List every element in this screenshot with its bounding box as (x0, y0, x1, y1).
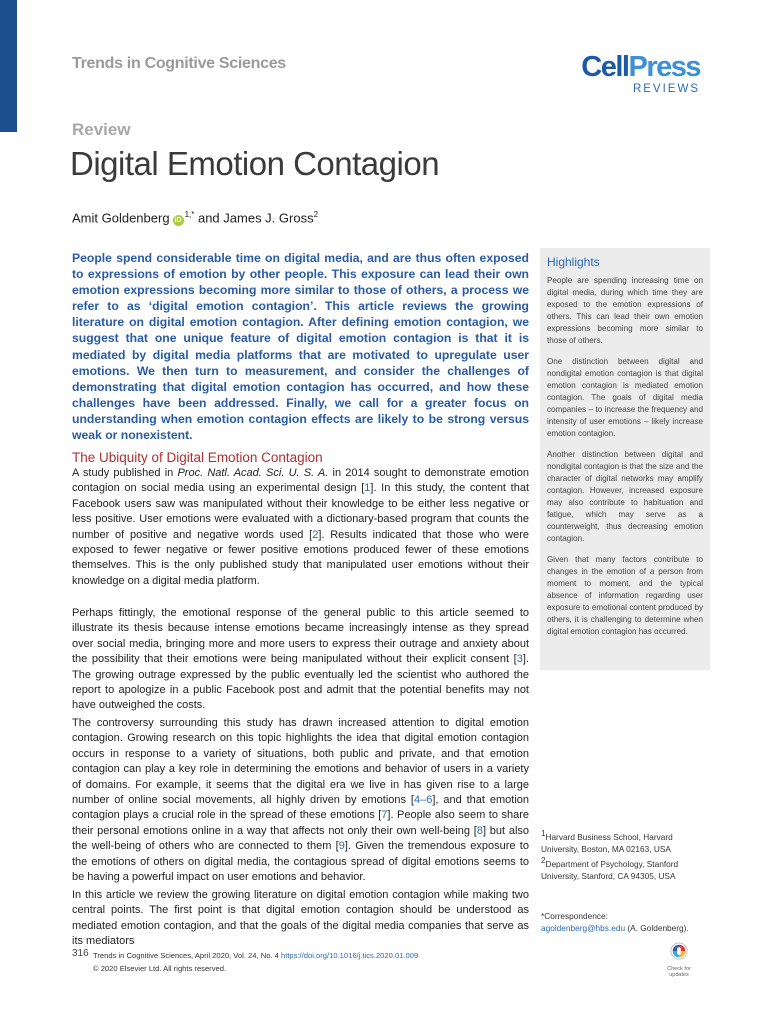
author-affiliation-mark: 2 (313, 210, 319, 219)
body-paragraph: A study published in Proc. Natl. Acad. Sci. U. S. A. in 2014 sought to demonstrate emotion contagion on social media using an experimental design [1]. In this study, the content that Facebook users saw was manipulated without their knowledge to be either less negative or less positive. User emotions were evaluated with a dictionary-based program that counts the number of positive and negative words used [2]. Results indicated that those who were exposed to fewer negative or fewer positive emotions produced fewer of these emotions themselves. This is the only published study that manipulated user emotions without their knowledge on a digital media platform. (72, 467, 529, 587)
badge-label: Check for updates (667, 966, 691, 978)
author-connector: and (194, 210, 224, 226)
logo-press-text: Press (628, 51, 700, 83)
citation-line: Trends in Cognitive Sciences, April 2020, Vol. 24, No. 4 https://doi.org/10.1016/j.tics.2020.01.009 (93, 951, 419, 960)
correspondence: *Correspondence: agoldenberg@hbs.edu (A. Goldenberg). (541, 910, 711, 934)
reference-link[interactable]: 1 (364, 482, 371, 495)
highlights-title: Highlights (547, 255, 600, 269)
highlights-box (540, 248, 710, 670)
author-name: Amit Goldenberg (72, 210, 170, 226)
author-affiliation-mark: 1,* (184, 210, 195, 219)
logo-wordmark (570, 52, 700, 82)
body-paragraph: In this article we review the growing literature on digital emotion contagion while making two central points. The first point is that digital emotion contagion should be understood as mediated emotion contagion, and that the goals of the digital media companies that serve as its mediators (72, 889, 529, 948)
highlight-item: One distinction between digital and nondigital emotion contagion is that digital emotion contagion is mediated emotion contagion. The goals of digital media companies – to increase the frequency and intensity of user emotions – likely increase emotion contagion. (547, 357, 703, 438)
page-number: 316 (72, 948, 89, 959)
check-for-updates-badge[interactable] (664, 942, 694, 980)
reference-link[interactable]: 9 (338, 840, 345, 853)
copyright: © 2020 Elsevier Ltd. All rights reserved. (93, 964, 227, 973)
reference-link[interactable]: 2 (312, 528, 319, 541)
reference-link[interactable]: 7 (381, 809, 388, 822)
highlight-item: Given that many factors contribute to changes in the emotion of a person from moment to moment, and the typical absence of information regarding user exposure to emotional content produced by others, it is challenging to determine when digital emotion contagion has occurred. (547, 555, 703, 636)
reference-link[interactable]: 4–6 (413, 794, 433, 807)
reference-link[interactable]: 8 (476, 824, 483, 837)
journal-name: Trends in Cognitive Sciences (72, 55, 286, 72)
cellpress-logo (570, 52, 700, 95)
body-paragraph: Perhaps fittingly, the emotional response of the general public to this article seemed to illustrate its thesis because intense emotions became increasingly intense as they spread over social media, bringing more and more users to express their outrage and anxiety about the possibility that their emotions were being manipulated without their explicit consent [3]. The growing outrage expressed by the public eventually led the scientist who authored the report to apologize in a public Facebook post and admit that the potential benefits may not have outweighed the costs. (72, 607, 529, 712)
check-for-updates-icon (670, 942, 688, 960)
orcid-icon[interactable]: iD (174, 217, 182, 225)
section-heading: The Ubiquity of Digital Emotion Contagion (72, 450, 323, 465)
doi-link[interactable]: https://doi.org/10.1016/j.tics.2020.01.009 (280, 951, 419, 960)
journal-side-tab (0, 0, 17, 132)
article-type: Review (72, 120, 131, 139)
highlight-item: Another distinction between digital and nondigital contagion is that the size and the character of digital networks may amplify contagion. However, increased exposure may also contribute to habituation and fatigue, which may serve as a counterweight, thus decreasing emotion contagion. (547, 450, 703, 543)
reference-link[interactable]: 3 (516, 653, 523, 666)
journal-abbrev: Proc. Natl. Acad. Sci. U. S. A. (177, 467, 329, 479)
article-title: Digital Emotion Contagion (70, 145, 440, 182)
email-link[interactable]: agoldenberg@hbs.edu (541, 923, 626, 933)
abstract: People spend considerable time on digital media, and are thus often exposed to expressions of emotion by other people. This exposure can lead their own emotion expressions becoming more similar to those of others, a process we refer to as ‘digital emotion contagion’. This article reviews the growing literature on digital emotion contagion. After defining emotion contagion, we suggest that one unique feature of digital emotion contagion is that it is mediated by digital media platforms that are motivated to upregulate user emotions. We then turn to measurement, and consider the challenges of demonstrating that digital emotion contagion has occurred, and how these challenges have been addressed. Finally, we call for a greater focus on understanding when emotion contagion effects are likely to be strong versus weak or nonexistent. (72, 251, 529, 443)
author-line (72, 210, 318, 226)
correspondence-label: *Correspondence: (541, 911, 608, 921)
logo-cell-text: Cell (581, 51, 629, 83)
logo-reviews-text: REVIEWS (632, 83, 700, 95)
body-paragraph: The controversy surrounding this study has drawn increased attention to digital emotion contagion. Growing research on this topic highlights the idea that digital emotion contagion occurs in response to a variety of situations, both public and private, and that emotion contagion can play a key role in determining the emotions and behavior of users in a variety of domains. For example, it seems that the digital era we live in has given rise to a large number of online social movements, all highly driven by emotions [4–6], and that emotion contagion plays a crucial role in the spread of these emotions [7]. People also seem to share their personal emotions online in a way that affects not only their own well-being [8] but also the well-being of others who are connected to them [9]. Given the tremendous exposure to the emotions of others on digital media, the contagious spread of digital emotions seems to be having a powerful impact on user emotions and behavior. (72, 717, 530, 884)
affiliations: $^1$Harvard Business School, Harvard University, Boston, MA 02163, USA $^2$Department of Psychology, Stanford University, Stanford, CA 94305, USA (541, 829, 679, 881)
highlight-item: People are spending increasing time on digital media, during which time they are exposed to the emotion expressions of others. This can lead their own emotion expressions becoming more similar to those of others. (547, 276, 703, 345)
author-name: James J. Gross (223, 210, 314, 226)
